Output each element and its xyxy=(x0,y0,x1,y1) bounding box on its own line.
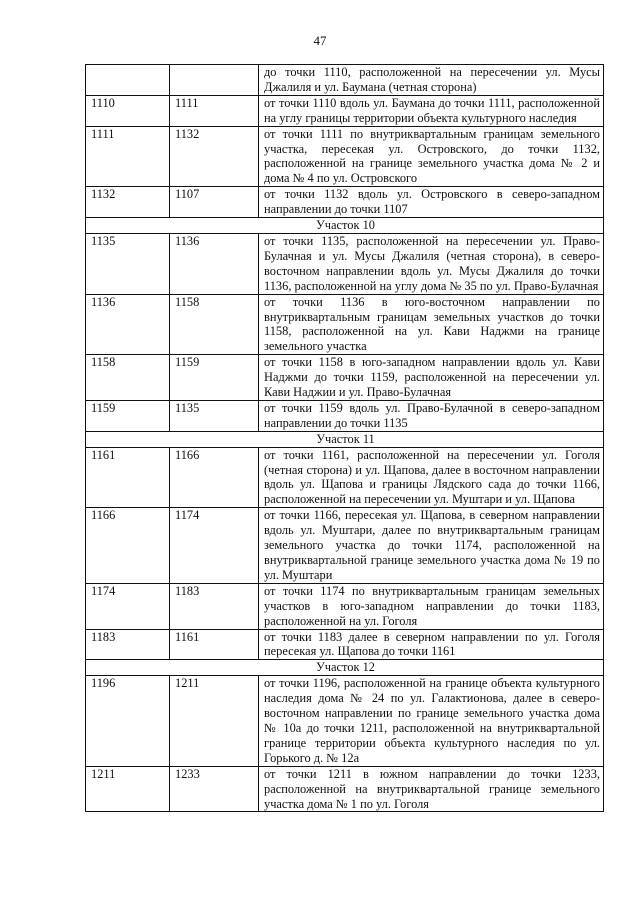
boundary-description: от точки 1110 вдоль ул. Баумана до точки 1111, расположенной на углу границы территории объекта культурного наследия xyxy=(259,95,604,126)
section-header-row xyxy=(86,218,604,234)
table-row xyxy=(86,126,604,187)
boundary-description: от точки 1132 вдоль ул. Островского в северо-западном направлении до точки 1107 xyxy=(259,187,604,218)
point-from: 1111 xyxy=(86,126,170,187)
point-to: 1159 xyxy=(170,355,259,401)
table-row xyxy=(86,187,604,218)
boundary-description: от точки 1136 в юго-восточном направлении по внутриквартальным границам земельных участков до точки 1158, расположенной на ул. Кави Наджми на границе земельного участка xyxy=(259,294,604,355)
table-row xyxy=(86,508,604,584)
point-from: 1158 xyxy=(86,355,170,401)
table-row xyxy=(86,447,604,508)
boundary-description: от точки 1183 далее в северном направлении по ул. Гоголя пересекая ул. Щапова до точки 1161 xyxy=(259,629,604,660)
boundary-description: от точки 1174 по внутриквартальным границам земельных участков в юго-западном направлении до точки 1183, расположенной на ул. Гоголя xyxy=(259,583,604,629)
boundary-description: от точки 1158 в юго-западном направлении вдоль ул. Кави Наджми до точки 1159, расположенной на пересечении ул. Кави Наджии и ул. Право-Булачная xyxy=(259,355,604,401)
point-to: 1174 xyxy=(170,508,259,584)
point-to: 1166 xyxy=(170,447,259,508)
point-to: 1183 xyxy=(170,583,259,629)
point-to: 1233 xyxy=(170,766,259,812)
point-to xyxy=(170,65,259,96)
boundary-description: от точки 1135, расположенной на пересечении ул. Право-Булачная и ул. Мусы Джалиля (четная сторона), в северо-восточном направлении вдоль ул. Мусы Джалиля до точки 1136, расположенной на углу дома № 35 по ул. Право-Булачная xyxy=(259,233,604,294)
table-row xyxy=(86,629,604,660)
section-title: Участок 10 xyxy=(86,218,604,234)
point-to: 1158 xyxy=(170,294,259,355)
point-from: 1110 xyxy=(86,95,170,126)
point-from: 1166 xyxy=(86,508,170,584)
point-from xyxy=(86,65,170,96)
table-row xyxy=(86,583,604,629)
point-from: 1132 xyxy=(86,187,170,218)
boundary-table xyxy=(85,64,604,812)
point-from: 1174 xyxy=(86,583,170,629)
table-row xyxy=(86,355,604,401)
point-to: 1107 xyxy=(170,187,259,218)
boundary-description: от точки 1196, расположенной на границе объекта культурного наследия дома № 24 по ул. Галактионова, далее в северо-восточном направлении по границе земельного участка дома № 10а до точки 1211, расположенной на внутриквартальной границе территории объекта культурного наследия по ул. Горького д. № 12а xyxy=(259,676,604,766)
table-row xyxy=(86,676,604,766)
point-to: 1161 xyxy=(170,629,259,660)
table-row xyxy=(86,95,604,126)
section-header-row xyxy=(86,660,604,676)
point-from: 1161 xyxy=(86,447,170,508)
point-from: 1211 xyxy=(86,766,170,812)
boundary-description: до точки 1110, расположенной на пересечении ул. Мусы Джалиля и ул. Баумана (четная сторона) xyxy=(259,65,604,96)
boundary-description: от точки 1161, расположенной на пересечении ул. Гоголя (четная сторона) и ул. Щапова, далее в восточном направлении вдоль ул. Щапова и границы Лядского сада до точки 1166, расположенной на пересечении ул. Муштари и ул. Щапова xyxy=(259,447,604,508)
point-to: 1211 xyxy=(170,676,259,766)
boundary-description: от точки 1159 вдоль ул. Право-Булачной в северо-западном направлении до точки 1135 xyxy=(259,400,604,431)
section-title: Участок 12 xyxy=(86,660,604,676)
point-to: 1136 xyxy=(170,233,259,294)
boundary-description: от точки 1111 по внутриквартальным границам земельного участка, пересекая ул. Островского, до точки 1132, расположенной на границе земельного участка дома № 2 и дома № 4 по ул. Островского xyxy=(259,126,604,187)
point-from: 1196 xyxy=(86,676,170,766)
page-number: 47 xyxy=(313,33,327,48)
point-from: 1136 xyxy=(86,294,170,355)
point-to: 1132 xyxy=(170,126,259,187)
boundary-description: от точки 1166, пересекая ул. Щапова, в северном направлении вдоль ул. Муштари, далее по внутриквартальным границам земельного участка до точки 1174, расположенной на внутриквартальной границе земельного участка дома № 19 по ул. Муштари xyxy=(259,508,604,584)
boundary-description: от точки 1211 в южном направлении до точки 1233, расположенной на внутриквартальной границе земельного участка дома № 1 по ул. Гоголя xyxy=(259,766,604,812)
section-header-row xyxy=(86,431,604,447)
table-row xyxy=(86,233,604,294)
table-row xyxy=(86,65,604,96)
table-row xyxy=(86,294,604,355)
section-title: Участок 11 xyxy=(86,431,604,447)
point-from: 1183 xyxy=(86,629,170,660)
point-from: 1135 xyxy=(86,233,170,294)
table-row xyxy=(86,400,604,431)
point-to: 1135 xyxy=(170,400,259,431)
table-row xyxy=(86,766,604,812)
point-to: 1111 xyxy=(170,95,259,126)
point-from: 1159 xyxy=(86,400,170,431)
